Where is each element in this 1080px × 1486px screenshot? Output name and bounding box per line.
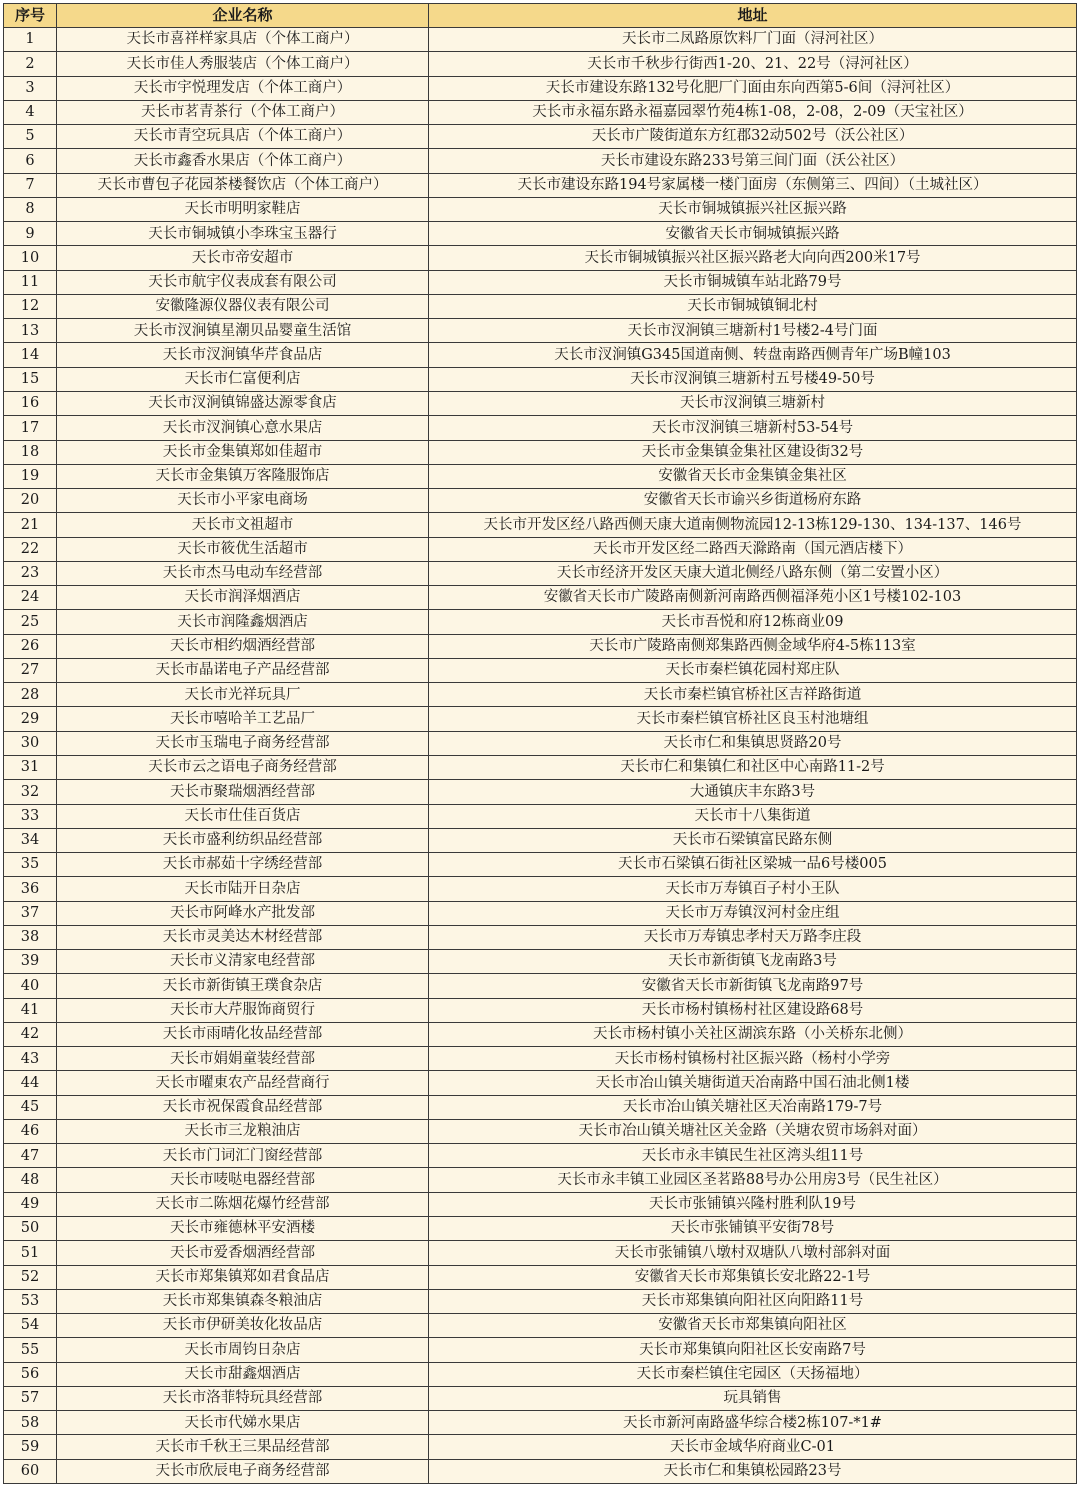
address: 天长市汊涧镇三塘新村五号楼49-50号 [429, 367, 1077, 391]
address: 天长市铜城镇车站北路79号 [429, 270, 1077, 294]
enterprise-name: 天长市晶诺电子产品经营部 [57, 658, 429, 682]
row-index: 28 [4, 683, 57, 707]
enterprise-name: 天长市义清家电经营部 [57, 950, 429, 974]
table-row [4, 100, 1077, 124]
row-index: 19 [4, 464, 57, 488]
address: 安徽省天长市郑集镇向阳社区 [429, 1314, 1077, 1338]
row-index: 22 [4, 537, 57, 561]
address: 天长市铜城镇振兴社区振兴路 [429, 197, 1077, 221]
address: 天长市秦栏镇住宅园区（天扬福地） [429, 1362, 1077, 1386]
address: 安徽省天长市铜城镇振兴路 [429, 222, 1077, 246]
table-row [4, 1314, 1077, 1338]
enterprise-name: 天长市鑫香水果店（个体工商户） [57, 149, 429, 173]
address: 天长市建设东路233号第三间门面（沃公社区） [429, 149, 1077, 173]
address: 天长市汊涧镇G345国道南侧、转盘南路西侧青年广场B幢103 [429, 343, 1077, 367]
header-row [4, 4, 1077, 28]
table-row [4, 343, 1077, 367]
address: 天长市仁和集镇思贤路20号 [429, 731, 1077, 755]
enterprise-name: 天长市欣辰电子商务经营部 [57, 1459, 429, 1483]
table-row [4, 1411, 1077, 1435]
table-row [4, 416, 1077, 440]
row-index: 27 [4, 658, 57, 682]
row-index: 39 [4, 950, 57, 974]
enterprise-name: 天长市郑集镇森冬粮油店 [57, 1289, 429, 1313]
header-enterprise-name: 企业名称 [57, 4, 429, 28]
row-index: 23 [4, 561, 57, 585]
address: 天长市铜城镇振兴社区振兴路老大向向西200米17号 [429, 246, 1077, 270]
row-index: 25 [4, 610, 57, 634]
row-index: 24 [4, 586, 57, 610]
row-index: 46 [4, 1119, 57, 1143]
row-index: 32 [4, 780, 57, 804]
row-index: 14 [4, 343, 57, 367]
enterprise-name: 天长市汊涧镇华芹食品店 [57, 343, 429, 367]
row-index: 50 [4, 1217, 57, 1241]
table-row [4, 391, 1077, 415]
table-row [4, 1362, 1077, 1386]
address: 天长市郑集镇向阳社区长安南路7号 [429, 1338, 1077, 1362]
row-index: 42 [4, 1022, 57, 1046]
address: 天长市冶山镇关塘街道天冶南路中国石油北侧1楼 [429, 1071, 1077, 1095]
address: 玩具销售 [429, 1386, 1077, 1410]
enterprise-name: 天长市杰马电动车经营部 [57, 561, 429, 585]
table-row [4, 28, 1077, 52]
row-index: 57 [4, 1386, 57, 1410]
table-row [4, 1459, 1077, 1483]
row-index: 56 [4, 1362, 57, 1386]
table-row [4, 197, 1077, 221]
row-index: 52 [4, 1265, 57, 1289]
table-row [4, 1338, 1077, 1362]
row-index: 51 [4, 1241, 57, 1265]
address: 天长市铜城镇铜北村 [429, 294, 1077, 318]
address: 天长市建设东路194号家属楼一楼门面房（东侧第三、四间）（土城社区） [429, 173, 1077, 197]
enterprise-name: 天长市光祥玩具厂 [57, 683, 429, 707]
enterprise-name: 天长市曹包子花园茶楼餐饮店（个体工商户） [57, 173, 429, 197]
table-row [4, 804, 1077, 828]
enterprise-name: 天长市曜東农产品经营商行 [57, 1071, 429, 1095]
table-row [4, 440, 1077, 464]
table-row [4, 513, 1077, 537]
address: 天长市开发区经二路西天滁路南（国元酒店楼下） [429, 537, 1077, 561]
table-row [4, 319, 1077, 343]
table-row [4, 683, 1077, 707]
table-row [4, 76, 1077, 100]
address: 大通镇庆丰东路3号 [429, 780, 1077, 804]
enterprise-name: 天长市新街镇王璞食杂店 [57, 974, 429, 998]
row-index: 3 [4, 76, 57, 100]
table-row [4, 634, 1077, 658]
address: 天长市石梁镇富民路东侧 [429, 828, 1077, 852]
address: 安徽省天长市谕兴乡街道杨府东路 [429, 489, 1077, 513]
table-row [4, 780, 1077, 804]
enterprise-name: 天长市门词汇门窗经营部 [57, 1144, 429, 1168]
enterprise-name: 天长市雨晴化妆品经营部 [57, 1022, 429, 1046]
enterprise-name: 天长市雍德林平安酒楼 [57, 1217, 429, 1241]
table-row [4, 925, 1077, 949]
row-index: 7 [4, 173, 57, 197]
row-index: 31 [4, 755, 57, 779]
address: 安徽省天长市金集镇金集社区 [429, 464, 1077, 488]
enterprise-name: 天长市铜城镇小李珠宝玉器行 [57, 222, 429, 246]
address: 天长市冶山镇关塘社区关金路（关塘农贸市场斜对面） [429, 1119, 1077, 1143]
table-row [4, 1022, 1077, 1046]
enterprise-name: 天长市佳人秀服装店（个体工商户） [57, 52, 429, 76]
address: 天长市永丰镇工业园区圣茗路88号办公用房3号（民生社区） [429, 1168, 1077, 1192]
row-index: 30 [4, 731, 57, 755]
enterprise-name: 天长市仕佳百货店 [57, 804, 429, 828]
table-row [4, 1435, 1077, 1459]
table-row [4, 537, 1077, 561]
table-row [4, 707, 1077, 731]
enterprise-name: 天长市郑集镇郑如君食品店 [57, 1265, 429, 1289]
table-row [4, 1168, 1077, 1192]
enterprise-name: 天长市金集镇万客隆服饰店 [57, 464, 429, 488]
row-index: 15 [4, 367, 57, 391]
row-index: 1 [4, 28, 57, 52]
row-index: 2 [4, 52, 57, 76]
enterprise-name: 天长市爱香烟酒经营部 [57, 1241, 429, 1265]
table-row [4, 149, 1077, 173]
address: 天长市石梁镇石街社区梁城一品6号楼005 [429, 853, 1077, 877]
table-row [4, 1217, 1077, 1241]
address: 天长市万寿镇汊河村金庄组 [429, 901, 1077, 925]
address: 天长市十八集街道 [429, 804, 1077, 828]
row-index: 29 [4, 707, 57, 731]
address: 天长市开发区经八路西侧天康大道南侧物流园12-13栋129-130、134-137、146号 [429, 513, 1077, 537]
address: 天长市秦栏镇官桥社区吉祥路街道 [429, 683, 1077, 707]
header-index: 序号 [4, 4, 57, 28]
table-row [4, 489, 1077, 513]
row-index: 33 [4, 804, 57, 828]
address: 天长市吾悦和府12栋商业09 [429, 610, 1077, 634]
enterprise-name: 天长市金集镇郑如佳超市 [57, 440, 429, 464]
address: 天长市二凤路原饮料厂门面（浔河社区） [429, 28, 1077, 52]
table-row [4, 853, 1077, 877]
enterprise-name: 天长市嘻哈羊工艺品厂 [57, 707, 429, 731]
enterprise-name: 天长市航宇仪表成套有限公司 [57, 270, 429, 294]
enterprise-name: 天长市青空玩具店（个体工商户） [57, 125, 429, 149]
table-row [4, 901, 1077, 925]
row-index: 47 [4, 1144, 57, 1168]
table-row [4, 731, 1077, 755]
row-index: 10 [4, 246, 57, 270]
address: 天长市永福东路永福嘉园翠竹苑4栋1-08，2-08，2-09（天宝社区） [429, 100, 1077, 124]
address: 天长市杨村镇杨村社区振兴路（杨村小学旁 [429, 1047, 1077, 1071]
row-index: 11 [4, 270, 57, 294]
table-row [4, 828, 1077, 852]
address: 天长市秦栏镇花园村郑庄队 [429, 658, 1077, 682]
row-index: 16 [4, 391, 57, 415]
table-row [4, 561, 1077, 585]
enterprise-name: 天长市千秋王三果品经营部 [57, 1435, 429, 1459]
table-row [4, 1071, 1077, 1095]
row-index: 18 [4, 440, 57, 464]
address: 天长市经济开发区天康大道北侧经八路东侧（第二安置小区） [429, 561, 1077, 585]
row-index: 34 [4, 828, 57, 852]
enterprise-name: 天长市仁富便利店 [57, 367, 429, 391]
enterprise-name: 天长市明明家鞋店 [57, 197, 429, 221]
enterprise-table [3, 3, 1077, 1484]
enterprise-name: 天长市娟娟童装经营部 [57, 1047, 429, 1071]
table-row [4, 173, 1077, 197]
row-index: 49 [4, 1192, 57, 1216]
enterprise-name: 天长市洛菲特玩具经营部 [57, 1386, 429, 1410]
enterprise-name: 安徽隆源仪器仪表有限公司 [57, 294, 429, 318]
row-index: 4 [4, 100, 57, 124]
row-index: 26 [4, 634, 57, 658]
row-index: 36 [4, 877, 57, 901]
table-row [4, 974, 1077, 998]
table-row [4, 1289, 1077, 1313]
table-row [4, 294, 1077, 318]
enterprise-name: 天长市伊研美妆化妆品店 [57, 1314, 429, 1338]
table-row [4, 610, 1077, 634]
table-row [4, 270, 1077, 294]
address: 天长市汊涧镇三塘新村53-54号 [429, 416, 1077, 440]
enterprise-name: 天长市筱优生活超市 [57, 537, 429, 561]
enterprise-name: 天长市汊涧镇心意水果店 [57, 416, 429, 440]
address: 天长市永丰镇民生社区湾头组11号 [429, 1144, 1077, 1168]
table-row [4, 658, 1077, 682]
enterprise-name: 天长市小平家电商场 [57, 489, 429, 513]
address: 天长市金域华府商业C-01 [429, 1435, 1077, 1459]
address: 天长市仁和集镇松园路23号 [429, 1459, 1077, 1483]
address: 天长市张铺镇平安街78号 [429, 1217, 1077, 1241]
enterprise-name: 天长市大芹服饰商贸行 [57, 998, 429, 1022]
address: 安徽省天长市郑集镇长安北路22-1号 [429, 1265, 1077, 1289]
enterprise-name: 天长市二陈烟花爆竹经营部 [57, 1192, 429, 1216]
enterprise-name: 天长市聚瑞烟酒经营部 [57, 780, 429, 804]
table-row [4, 222, 1077, 246]
enterprise-name: 天长市茗青茶行（个体工商户） [57, 100, 429, 124]
address: 天长市金集镇金集社区建设街32号 [429, 440, 1077, 464]
row-index: 43 [4, 1047, 57, 1071]
enterprise-name: 天长市喜祥样家具店（个体工商户） [57, 28, 429, 52]
address: 天长市张铺镇八墩村双塘队八墩村部斜对面 [429, 1241, 1077, 1265]
table-row [4, 1386, 1077, 1410]
enterprise-name: 天长市唛哒电器经营部 [57, 1168, 429, 1192]
enterprise-name: 天长市玉瑞电子商务经营部 [57, 731, 429, 755]
row-index: 58 [4, 1411, 57, 1435]
row-index: 41 [4, 998, 57, 1022]
table-row [4, 1119, 1077, 1143]
enterprise-name: 天长市云之语电子商务经营部 [57, 755, 429, 779]
address: 天长市新河南路盛华综合楼2栋107-*1# [429, 1411, 1077, 1435]
row-index: 5 [4, 125, 57, 149]
table-row [4, 52, 1077, 76]
enterprise-name: 天长市润隆鑫烟酒店 [57, 610, 429, 634]
address: 天长市广陵路南侧郑集路西侧金域华府4-5栋113室 [429, 634, 1077, 658]
row-index: 6 [4, 149, 57, 173]
table-row [4, 1241, 1077, 1265]
enterprise-name: 天长市阿峰水产批发部 [57, 901, 429, 925]
table-row [4, 1095, 1077, 1119]
row-index: 9 [4, 222, 57, 246]
table-row [4, 367, 1077, 391]
table-row [4, 877, 1077, 901]
row-index: 38 [4, 925, 57, 949]
table-row [4, 1192, 1077, 1216]
enterprise-name: 天长市陆开日杂店 [57, 877, 429, 901]
row-index: 60 [4, 1459, 57, 1483]
row-index: 59 [4, 1435, 57, 1459]
enterprise-name: 天长市文祖超市 [57, 513, 429, 537]
address: 天长市杨村镇杨村社区建设路68号 [429, 998, 1077, 1022]
address: 天长市冶山镇关塘社区天冶南路179-7号 [429, 1095, 1077, 1119]
address: 天长市新街镇飞龙南路3号 [429, 950, 1077, 974]
row-index: 12 [4, 294, 57, 318]
address: 天长市仁和集镇仁和社区中心南路11-2号 [429, 755, 1077, 779]
enterprise-name: 天长市宇悦理发店（个体工商户） [57, 76, 429, 100]
table-row [4, 1265, 1077, 1289]
enterprise-name: 天长市周钧日杂店 [57, 1338, 429, 1362]
address: 天长市张铺镇兴隆村胜利队19号 [429, 1192, 1077, 1216]
enterprise-name: 天长市帝安超市 [57, 246, 429, 270]
address: 安徽省天长市广陵路南侧新河南路西侧福泽苑小区1号楼102-103 [429, 586, 1077, 610]
row-index: 20 [4, 489, 57, 513]
address: 天长市广陵街道东方红郡32动502号（沃公社区） [429, 125, 1077, 149]
enterprise-name: 天长市祝保霞食品经营部 [57, 1095, 429, 1119]
row-index: 48 [4, 1168, 57, 1192]
enterprise-name: 天长市代娣水果店 [57, 1411, 429, 1435]
enterprise-name: 天长市相约烟酒经营部 [57, 634, 429, 658]
table-row [4, 246, 1077, 270]
address: 天长市秦栏镇官桥社区良玉村池塘组 [429, 707, 1077, 731]
address: 天长市郑集镇向阳社区向阳路11号 [429, 1289, 1077, 1313]
header-address: 地址 [429, 4, 1077, 28]
row-index: 53 [4, 1289, 57, 1313]
enterprise-name: 天长市三龙粮油店 [57, 1119, 429, 1143]
row-index: 45 [4, 1095, 57, 1119]
address: 天长市汊涧镇三塘新村 [429, 391, 1077, 415]
row-index: 8 [4, 197, 57, 221]
row-index: 54 [4, 1314, 57, 1338]
table-row [4, 464, 1077, 488]
enterprise-name: 天长市汊涧镇锦盛达源零食店 [57, 391, 429, 415]
address: 天长市建设东路132号化肥厂门面由东向西第5-6间（浔河社区） [429, 76, 1077, 100]
row-index: 13 [4, 319, 57, 343]
table-row [4, 1144, 1077, 1168]
table-row [4, 1047, 1077, 1071]
row-index: 17 [4, 416, 57, 440]
row-index: 35 [4, 853, 57, 877]
address: 天长市万寿镇百子村小王队 [429, 877, 1077, 901]
enterprise-name: 天长市汊涧镇星潮贝品婴童生活馆 [57, 319, 429, 343]
address: 天长市杨村镇小关社区湖滨东路（小关桥东北侧） [429, 1022, 1077, 1046]
row-index: 37 [4, 901, 57, 925]
row-index: 55 [4, 1338, 57, 1362]
address: 天长市汊涧镇三塘新村1号楼2-4号门面 [429, 319, 1077, 343]
table-row [4, 998, 1077, 1022]
address: 天长市万寿镇忠孝村天万路李庄段 [429, 925, 1077, 949]
enterprise-name: 天长市盛利纺织品经营部 [57, 828, 429, 852]
enterprise-name: 天长市甜鑫烟酒店 [57, 1362, 429, 1386]
row-index: 44 [4, 1071, 57, 1095]
table-row [4, 755, 1077, 779]
table-row [4, 950, 1077, 974]
enterprise-name: 天长市灵美达木材经营部 [57, 925, 429, 949]
table-row [4, 125, 1077, 149]
table-row [4, 586, 1077, 610]
enterprise-name: 天长市郝茹十字绣经营部 [57, 853, 429, 877]
row-index: 21 [4, 513, 57, 537]
row-index: 40 [4, 974, 57, 998]
enterprise-name: 天长市润泽烟酒店 [57, 586, 429, 610]
address: 天长市千秋步行街西1-20、21、22号（浔河社区） [429, 52, 1077, 76]
address: 安徽省天长市新街镇飞龙南路97号 [429, 974, 1077, 998]
